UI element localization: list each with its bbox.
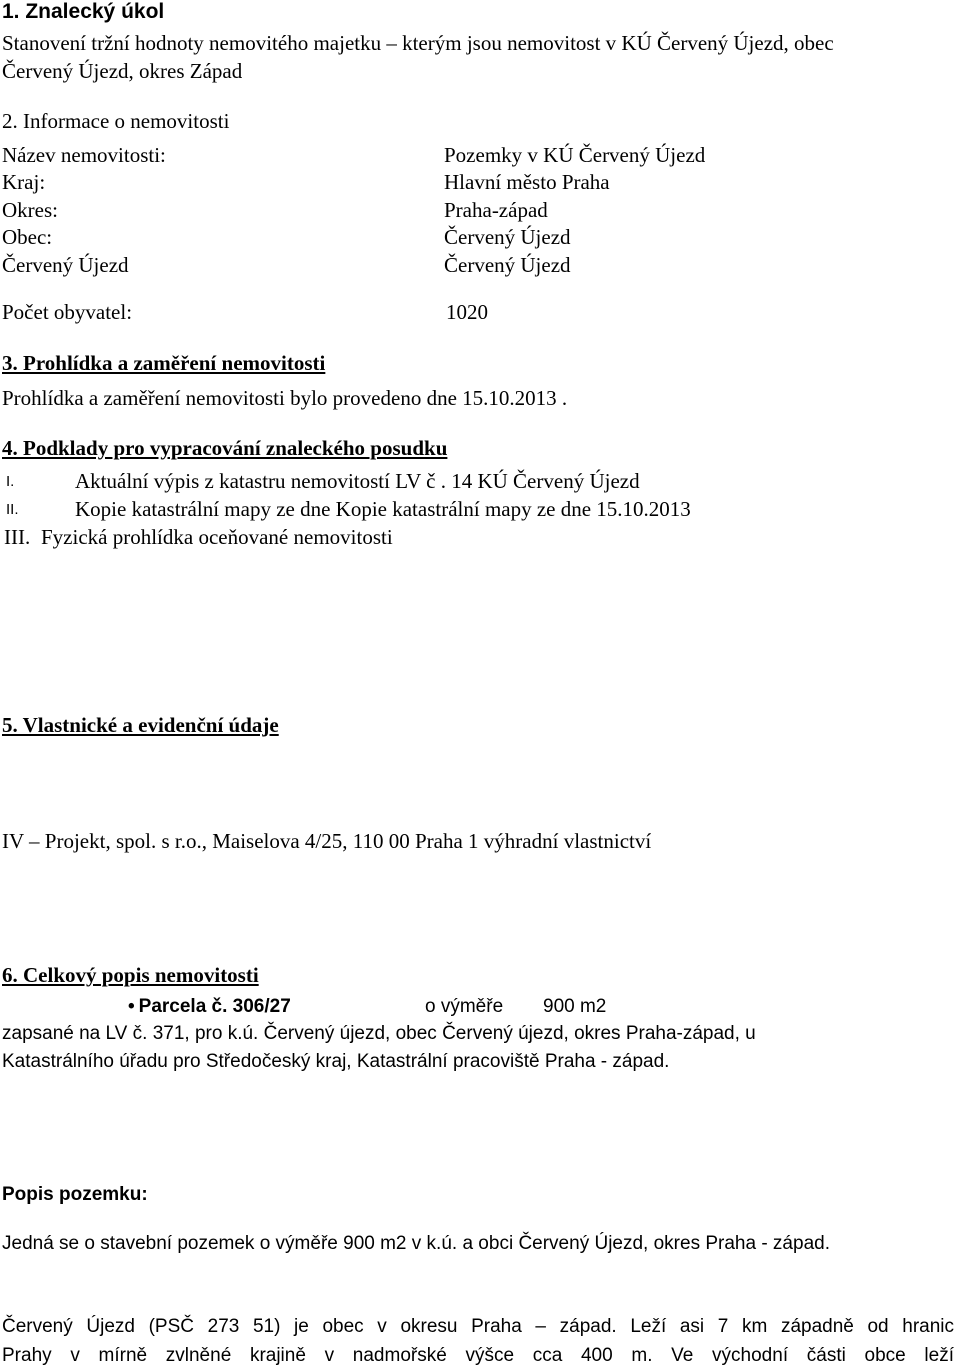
task-line-2: Červený Újezd, okres Západ: [2, 59, 243, 83]
population-label: Počet obyvatel:: [2, 300, 133, 324]
info-value-region: Hlavní město Praha: [444, 170, 610, 194]
section-1-heading: 1. Znalecký úkol: [2, 0, 165, 23]
section-6-heading: 6. Celkový popis nemovitosti: [2, 963, 259, 987]
info-label-region: Kraj:: [2, 170, 46, 194]
land-heading: Popis pozemku:: [2, 1184, 148, 1205]
land-line-1: Červený Újezd (PSČ 273 51) je obec v okresu Praha – západ. Leží asi 7 km západně od hranic: [2, 1316, 954, 1337]
info-value-district: Praha-západ: [444, 198, 548, 222]
parcel-desc-line-1: zapsané na LV č. 371, pro k.ú. Červený újezd, obec Červený újezd, okres Praha-západ, u: [2, 1023, 756, 1044]
source-item-1: Aktuální výpis z katastru nemovitostí LV č . 14 KÚ Červený Újezd: [75, 469, 640, 493]
info-label-name: Název nemovitosti:: [2, 143, 166, 167]
section-4-heading: 4. Podklady pro vypracování znaleckého posudku: [2, 436, 448, 460]
info-label-cadastre: Červený Újezd: [2, 253, 129, 277]
info-label-municipality: Obec:: [2, 225, 53, 249]
info-value-municipality: Červený Újezd: [444, 225, 571, 249]
parcel-area-label: o výměře: [425, 996, 504, 1017]
source-num-3: III.: [4, 525, 31, 549]
source-num-1: I.: [6, 473, 15, 490]
section-5-heading: 5. Vlastnické a evidenční údaje: [2, 713, 279, 737]
info-value-name: Pozemky v KÚ Červený Újezd: [444, 143, 706, 167]
info-label-district: Okres:: [2, 198, 58, 222]
land-line-2: Prahy v mírně zvlněné krajině v nadmořské výšce cca 400 m. Ve východní části obce leží: [2, 1345, 954, 1366]
info-value-cadastre: Červený Újezd: [444, 253, 571, 277]
parcel-area-value: 900 m2: [543, 996, 607, 1017]
source-item-2: Kopie katastrální mapy ze dne Kopie katastrální mapy ze dne 15.10.2013: [75, 497, 691, 521]
parcel-label: • Parcela č. 306/27: [128, 996, 291, 1018]
source-num-2: II.: [6, 501, 19, 518]
population-value: 1020: [446, 300, 488, 324]
inspection-text: Prohlídka a zaměření nemovitosti bylo provedeno dne 15.10.2013 .: [2, 386, 568, 410]
land-text: Jedná se o stavební pozemek o výměře 900 m2 v k.ú. a obci Červený Újezd, okres Praha - západ.: [2, 1233, 830, 1254]
parcel-desc-line-2: Katastrálního úřadu pro Středočeský kraj, Katastrální pracoviště Praha - západ.: [2, 1051, 670, 1072]
section-3-heading: 3. Prohlídka a zaměření nemovitosti: [2, 351, 326, 375]
owner-line: IV – Projekt, spol. s r.o., Maiselova 4/25, 110 00 Praha 1 výhradní vlastnictví: [2, 829, 652, 853]
section-2-heading: 2. Informace o nemovitosti: [2, 109, 230, 133]
source-item-3: Fyzická prohlídka oceňované nemovitosti: [41, 525, 393, 549]
task-line-1: Stanovení tržní hodnoty nemovitého majetku – kterým jsou nemovitost v KÚ Červený Újezd, obec: [2, 31, 834, 55]
